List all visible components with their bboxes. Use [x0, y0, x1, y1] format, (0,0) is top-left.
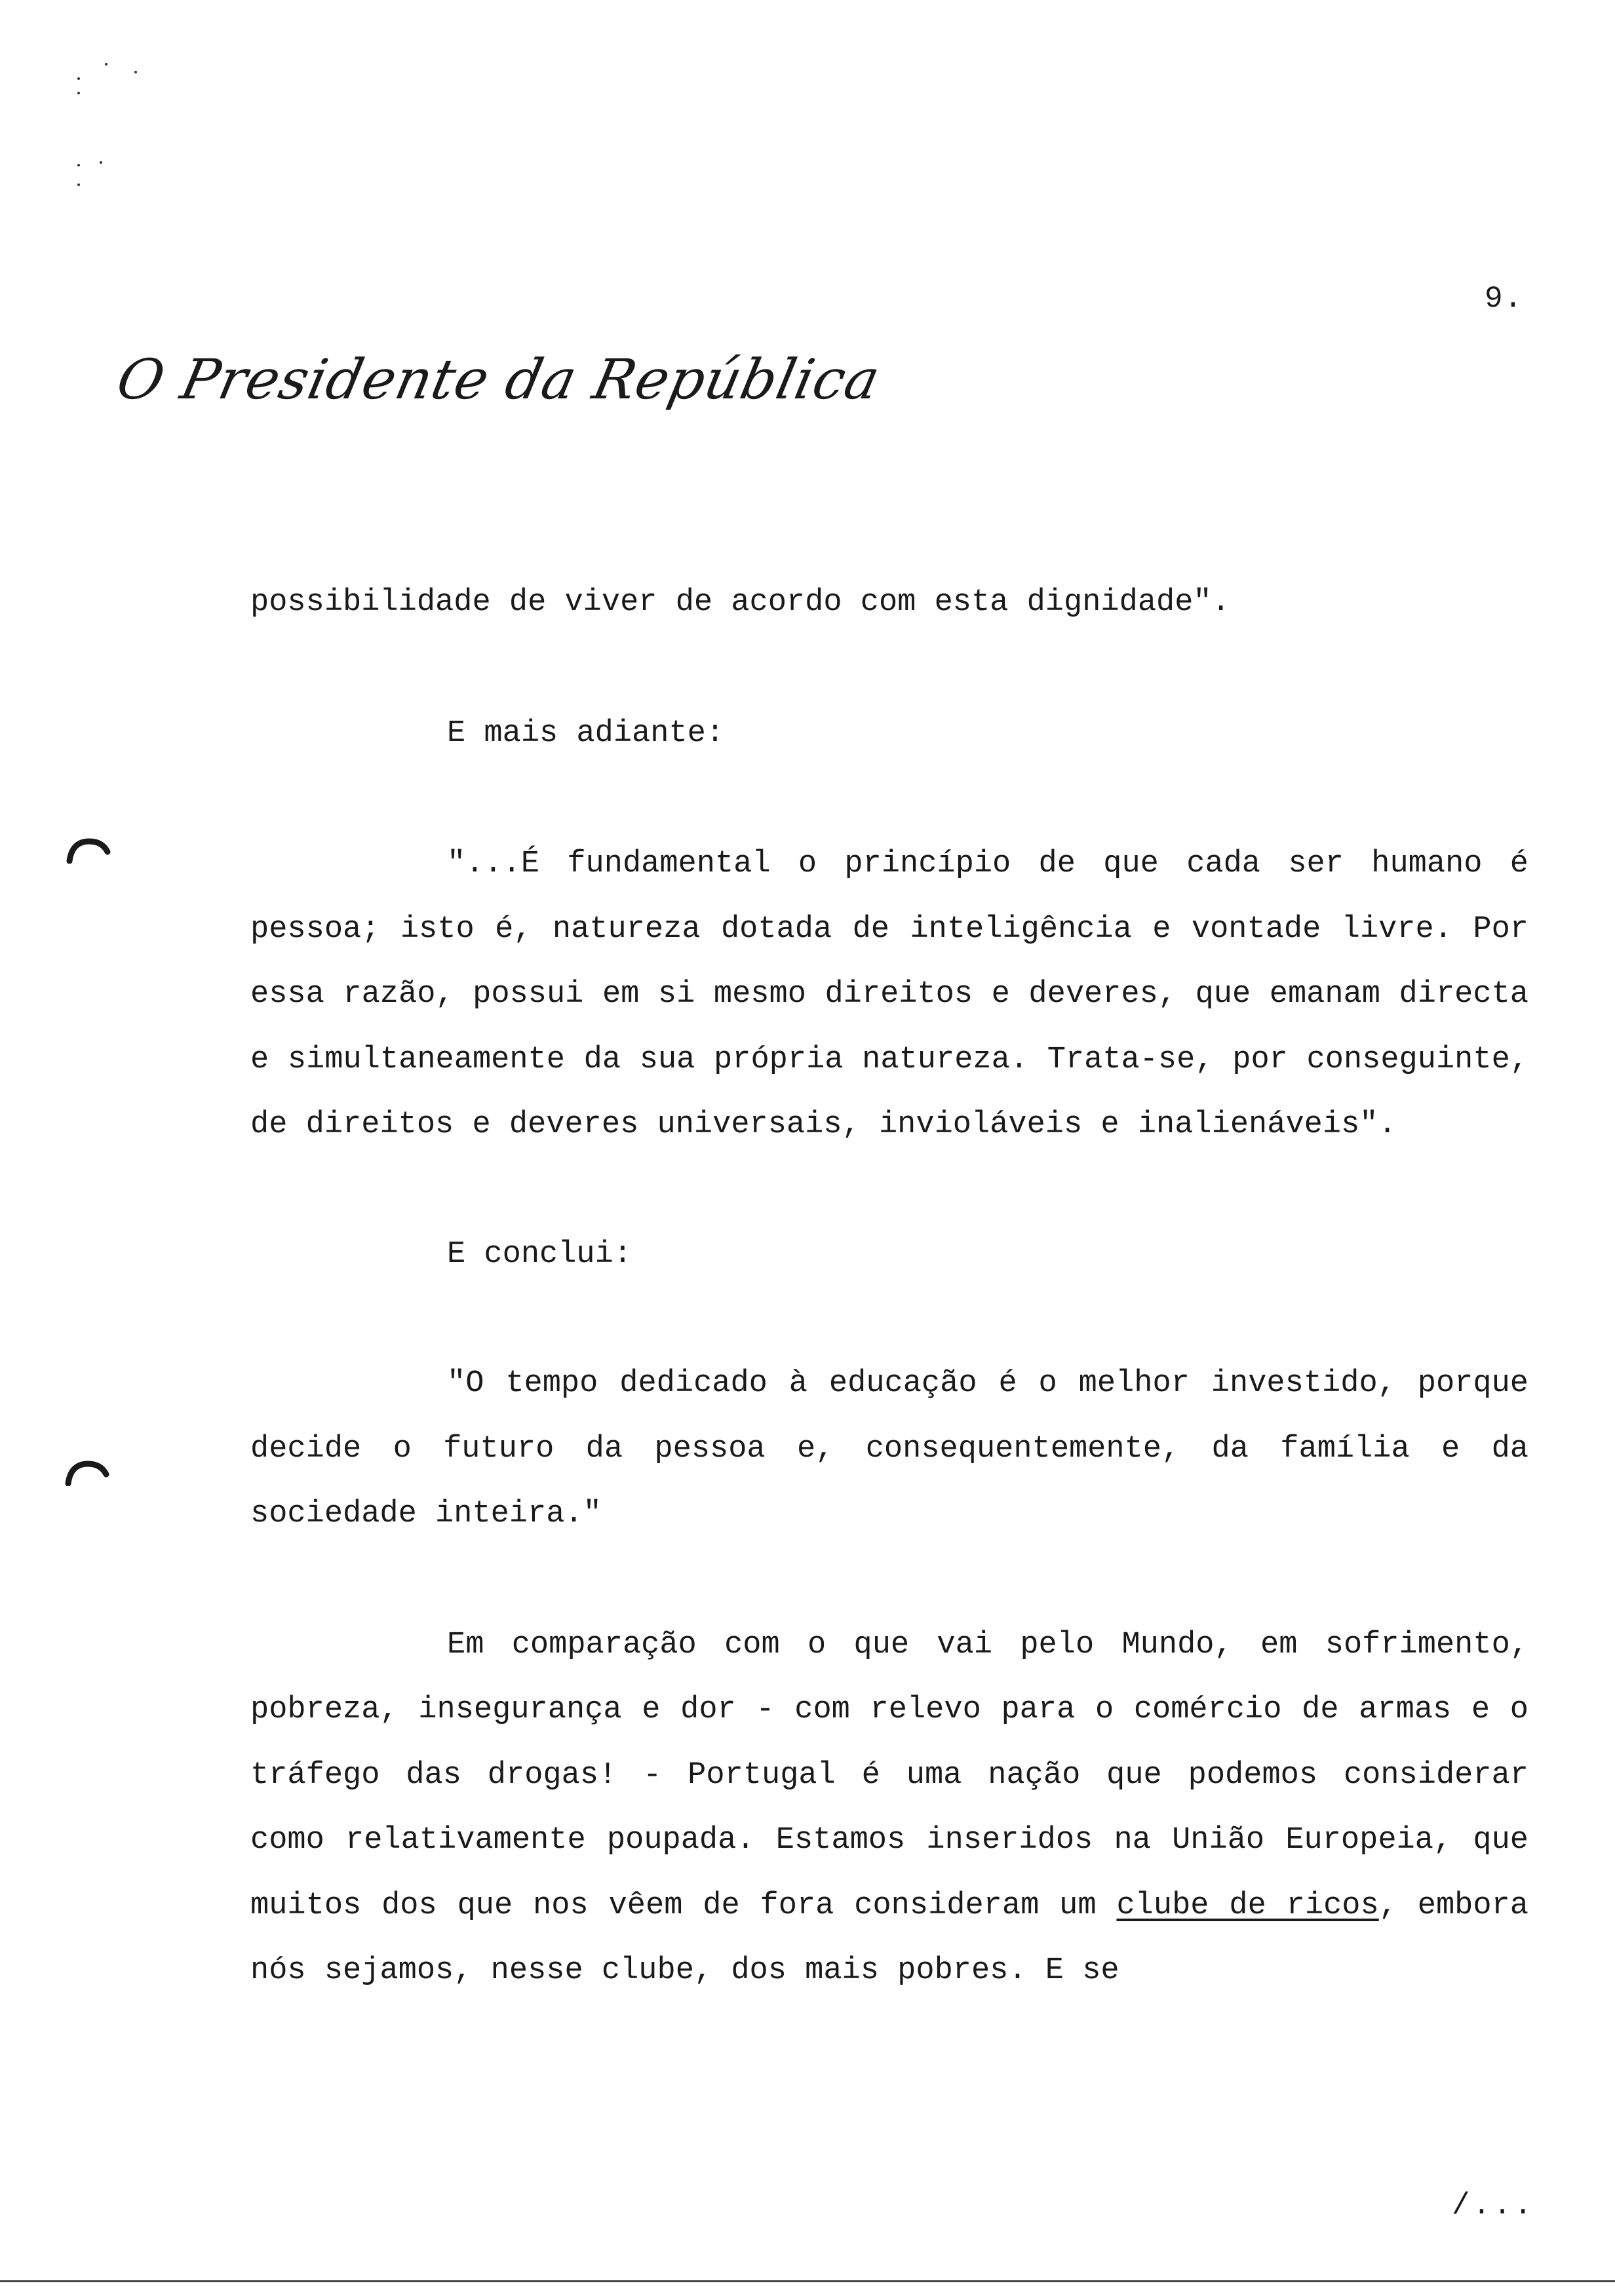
scan-speck	[77, 92, 80, 94]
scan-speck	[77, 77, 80, 80]
paragraph: possibilidade de viver de acordo com esta dignidade".	[250, 585, 1230, 620]
scan-speck	[134, 71, 137, 73]
paragraph: E conclui:	[447, 1236, 632, 1272]
page-number: 9.	[1485, 282, 1524, 316]
letterhead-title: O Presidente da República	[111, 347, 886, 411]
continuation-mark: /...	[1452, 2189, 1535, 2223]
scan-speck	[77, 164, 80, 166]
paragraph: E mais adiante:	[447, 716, 725, 751]
paragraph-text: , embora nós sejamos, nesse clube, dos mais pobres. E se	[250, 1888, 1528, 1988]
quote-paragraph: "O tempo dedicado à educação é o melhor investido, porque decide o futuro da pessoa e, consequentemente, da família e da sociedade inteira."	[250, 1366, 1528, 1531]
scan-speck	[105, 63, 107, 66]
quote-paragraph: "...É fundamental o princípio de que cada ser humano é pessoa; isto é, natureza dotada de inteligência e vontade livre. Por essa razão, possui em si mesmo direitos e deveres, que emanam directa e simultaneamente da sua própria natureza. Trata-se, por conseguinte, de direitos e deveres universais, invioláveis e inalienáveis".	[250, 847, 1528, 1142]
letter-body	[250, 570, 1528, 2004]
paragraph-comparison	[250, 1613, 1528, 2004]
paragraph-text: Em comparação com o que vai pelo Mundo, em sofrimento, pobreza, insegurança e dor - com relevo para o comércio de armas e o tráfego das drogas! - Portugal é uma nação que podemos considerar como relativamente poupada. Estamos inseridos na União Europeia, que muitos dos que nos vêem de fora consideram um	[250, 1627, 1528, 1923]
margin-mark-icon	[66, 837, 111, 864]
page-bottom-edge	[0, 2280, 1615, 2282]
scan-speck	[100, 161, 102, 164]
margin-mark-icon	[64, 1460, 110, 1486]
underlined-phrase: clube de ricos	[1116, 1888, 1379, 1923]
scan-speck	[77, 183, 80, 186]
